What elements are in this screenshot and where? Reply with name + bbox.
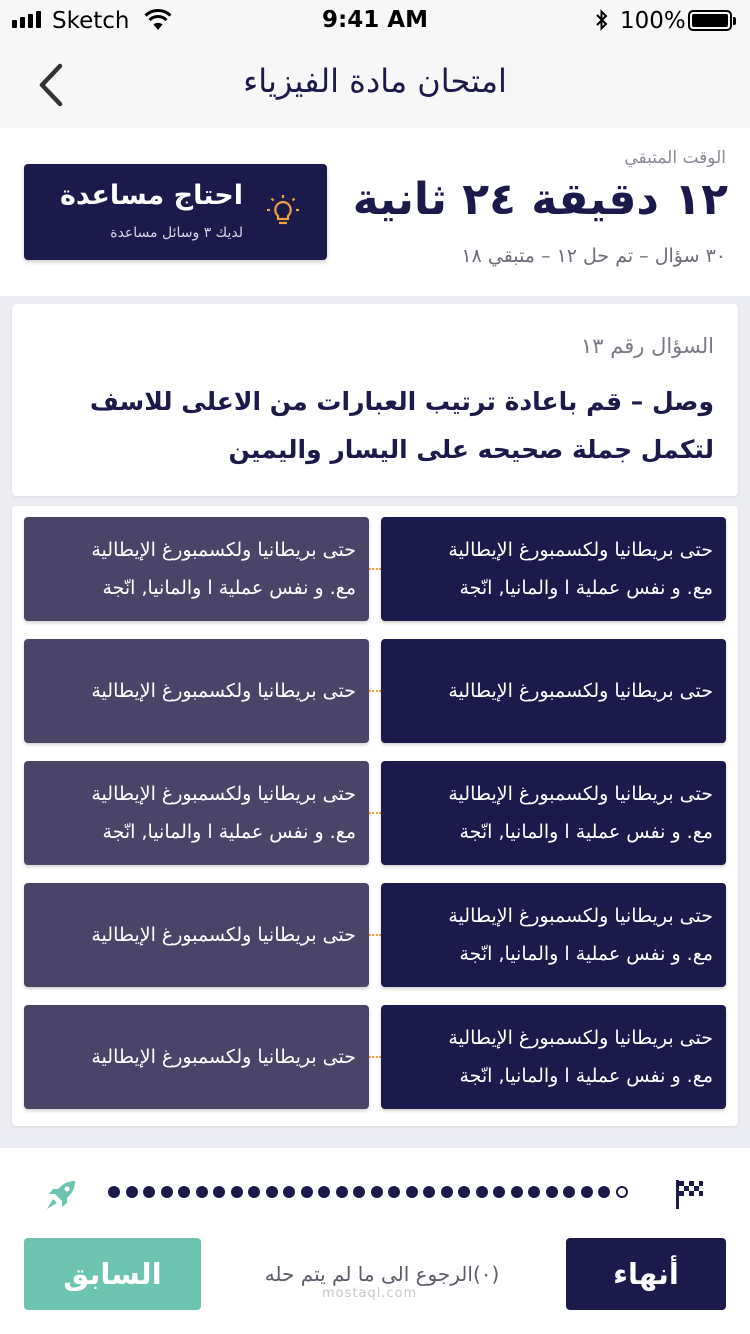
matching-area	[12, 506, 738, 1126]
progress-dot	[581, 1186, 593, 1198]
option-text: مع. و نفس عملية ا والمانيا, انّجة	[459, 577, 713, 599]
match-option-right[interactable]	[381, 761, 726, 865]
progress-dot	[231, 1186, 243, 1198]
option-text: حتى بريطانيا ولكسمبورغ الإيطالية	[448, 905, 713, 927]
carrier-label: Sketch	[52, 8, 130, 34]
footer	[0, 1148, 750, 1334]
time-remaining-value: ١٢ دقيقة ٢٤ ثانية	[352, 174, 728, 225]
option-text: حتى بريطانيا ولكسمبورغ الإيطالية	[91, 1046, 356, 1068]
match-connector	[369, 934, 381, 936]
option-text: حتى بريطانيا ولكسمبورغ الإيطالية	[448, 680, 713, 702]
progress-dot	[143, 1186, 155, 1198]
option-text: حتى بريطانيا ولكسمبورغ الإيطالية	[448, 539, 713, 561]
question-number: السؤال رقم ١٣	[581, 334, 714, 358]
status-time: 9:41 AM	[322, 7, 428, 33]
match-connector	[369, 1056, 381, 1058]
option-text: حتى بريطانيا ولكسمبورغ الإيطالية	[91, 783, 356, 805]
progress-dot	[388, 1186, 400, 1198]
progress-dot	[178, 1186, 190, 1198]
match-connector	[369, 812, 381, 814]
finish-button[interactable]: أنهاء	[566, 1238, 726, 1310]
match-row	[24, 517, 726, 621]
page-title: امتحان مادة الفيزياء	[243, 62, 507, 100]
previous-button[interactable]: السابق	[24, 1238, 201, 1310]
checkered-flag-icon	[674, 1178, 704, 1210]
progress-dot	[616, 1186, 628, 1198]
option-text: حتى بريطانيا ولكسمبورغ الإيطالية	[448, 1027, 713, 1049]
progress-dot	[126, 1186, 138, 1198]
progress-dot	[196, 1186, 208, 1198]
progress-dot	[546, 1186, 558, 1198]
progress-summary: ٣٠ سؤال – تم حل ١٢ – متبقي ١٨	[461, 245, 726, 267]
progress-dot	[458, 1186, 470, 1198]
rocket-icon	[44, 1178, 78, 1212]
match-option-right[interactable]	[381, 883, 726, 987]
option-text: حتى بريطانيا ولكسمبورغ الإيطالية	[448, 783, 713, 805]
help-button[interactable]	[24, 164, 327, 260]
question-progress-dots	[108, 1186, 644, 1200]
progress-dot	[371, 1186, 383, 1198]
nav-bar	[0, 40, 750, 128]
progress-dot	[318, 1186, 330, 1198]
progress-dot	[353, 1186, 365, 1198]
option-text: حتى بريطانيا ولكسمبورغ الإيطالية	[91, 924, 356, 946]
progress-dot	[441, 1186, 453, 1198]
progress-dot	[108, 1186, 120, 1198]
option-text: مع. و نفس عملية ا والمانيا, انّجة	[459, 821, 713, 843]
back-to-unanswered-link[interactable]: (٠)الرجوع الى ما لم يتم حله	[264, 1262, 500, 1286]
progress-dot	[283, 1186, 295, 1198]
battery-percent: 100%	[620, 8, 686, 34]
option-text: حتى بريطانيا ولكسمبورغ الإيطالية	[91, 539, 356, 561]
exam-header	[0, 128, 750, 296]
match-connector	[369, 690, 381, 692]
match-option-left[interactable]	[24, 761, 369, 865]
watermark: mostaql.com	[322, 1286, 418, 1301]
progress-dot	[563, 1186, 575, 1198]
match-option-right[interactable]	[381, 517, 726, 621]
help-button-label: احتاج مساعدة	[59, 180, 243, 211]
option-text: مع. و نفس عملية ا والمانيا, انّجة	[102, 577, 356, 599]
progress-dot	[336, 1186, 348, 1198]
match-option-left[interactable]	[24, 883, 369, 987]
question-text: وصل – قم باعادة ترتيب العبارات من الاعلى للاسف لتكمل جملة صحيحه على اليسار واليمين	[89, 387, 714, 464]
option-text: مع. و نفس عملية ا والمانيا, انّجة	[459, 1065, 713, 1087]
progress-dot	[511, 1186, 523, 1198]
progress-dot	[476, 1186, 488, 1198]
match-row	[24, 761, 726, 865]
progress-dot	[528, 1186, 540, 1198]
progress-dot	[406, 1186, 418, 1198]
progress-dot	[301, 1186, 313, 1198]
option-text: حتى بريطانيا ولكسمبورغ الإيطالية	[91, 680, 356, 702]
time-remaining-label: الوقت المتبقي	[624, 148, 726, 168]
bluetooth-icon	[594, 8, 610, 32]
progress-dot	[598, 1186, 610, 1198]
help-button-subtitle: لديك ٣ وسائل مساعدة	[110, 225, 243, 241]
match-option-right[interactable]	[381, 1005, 726, 1109]
progress-dot	[248, 1186, 260, 1198]
match-row	[24, 1005, 726, 1109]
match-row	[24, 639, 726, 743]
match-option-left[interactable]	[24, 639, 369, 743]
match-connector	[369, 568, 381, 570]
progress-dot	[493, 1186, 505, 1198]
progress-dot	[266, 1186, 278, 1198]
match-option-right[interactable]	[381, 639, 726, 743]
lightbulb-icon	[265, 194, 301, 230]
battery-icon	[688, 10, 732, 31]
question-card	[12, 304, 738, 496]
option-text: مع. و نفس عملية ا والمانيا, انّجة	[102, 821, 356, 843]
match-row	[24, 883, 726, 987]
match-option-left[interactable]	[24, 1005, 369, 1109]
match-option-left[interactable]	[24, 517, 369, 621]
progress-dot	[423, 1186, 435, 1198]
option-text: مع. و نفس عملية ا والمانيا, انّجة	[459, 943, 713, 965]
progress-dot	[213, 1186, 225, 1198]
progress-dot	[161, 1186, 173, 1198]
status-bar	[0, 0, 750, 40]
